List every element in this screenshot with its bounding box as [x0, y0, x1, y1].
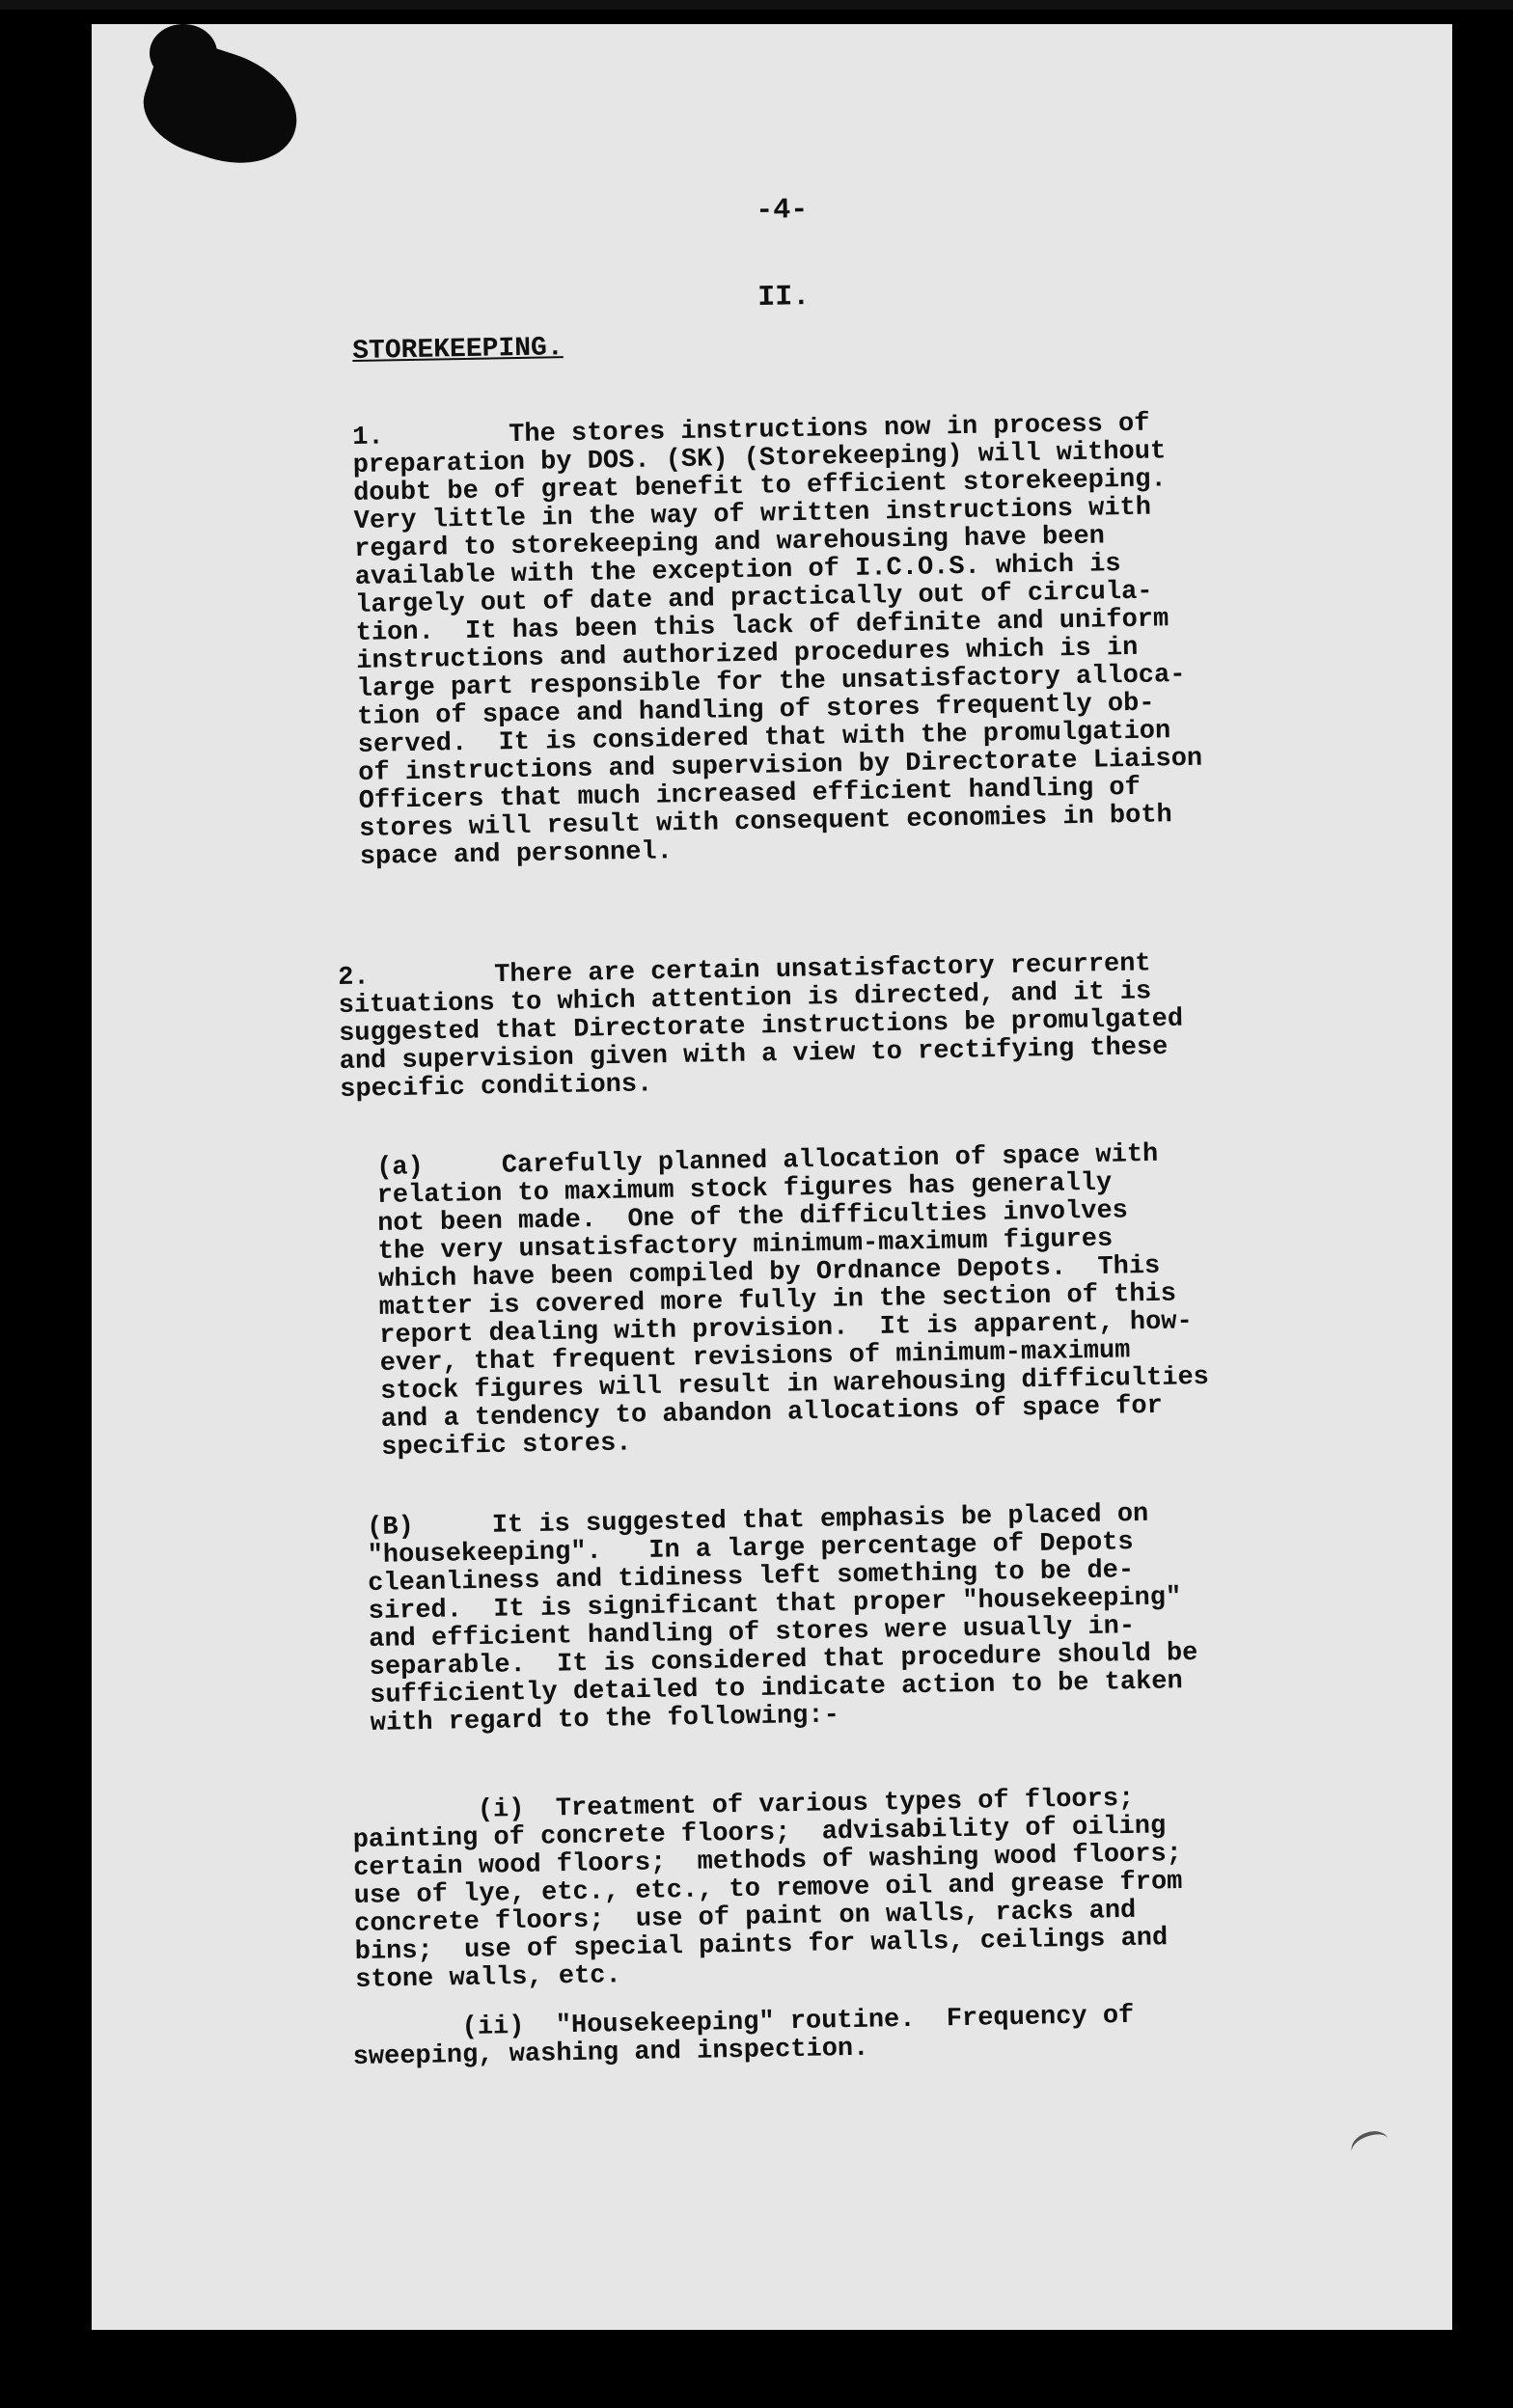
item-ii: (ii) "Housekeeping" routine. Frequency of sweeping, washing and inspection.: [351, 2001, 1135, 2072]
subparagraph-a: (a) Carefully planned allocation of space with relation to maximum stock figures has generally not been made. One of the difficulties involves the very unsatisfactory minimum-maximum figures which have been compiled by Ordnance Depots. This matter is covered more fully in the section of this report dealing with provision. It is apparent, how- ever, that frequent revisions of minimum-maximum stock figures will result in warehousing difficulties and a tendency to abandon allocations of space for specific stores.: [375, 1139, 1210, 1463]
section-numeral: II.: [756, 281, 811, 315]
scan-border-top: [0, 0, 1513, 10]
page-number: -4-: [755, 194, 809, 228]
paragraph-2: 2. There are certain unsatisfactory recurrent situations to which attention is directed, and it is suggested that Directorate instructions be promulgated and supervision given with a view to rectifying these specific conditions.: [337, 949, 1184, 1105]
subparagraph-b: (B) It is suggested that emphasis be placed on "housekeeping". In a large percentage of Depots cleanliness and tidiness left something to be de- sired. It is significant that proper "housekeeping" and efficient handling of stores were usually in- separable. It is considered that procedure should be sufficiently detailed to indicate action to be taken with regard to the following:-: [366, 1499, 1198, 1738]
pencil-mark: [1347, 2126, 1392, 2165]
section-heading: STOREKEEPING.: [351, 333, 564, 367]
paragraph-1: 1. The stores instructions now in process of preparation by DOS. (SK) (Storekeeping) will without doubt be of great benefit to efficient storekeeping. Very little in the way of written instructions with regard to storekeeping and warehousing have been available with the exception of I.C.O.S. which is largely out of date and practically out of circula- tion. It has been this lack of definite and uniform instructions and authorized procedures which is in large part responsible for the unsatisfactory alloca- tion of space and handling of stores frequently ob- served. It is considered that with the promulgation of instructions and supervision by Directorate Liaison Officers that much increased efficient handling of stores will result with consequent economies in both space and personnel.: [351, 409, 1203, 872]
ink-blot-small: [150, 24, 217, 82]
item-i: (i) Treatment of various types of floors; painting of concrete floors; advisability of oiling certain wood floors; methods of washing wood floors; use of lye, etc., etc., to remove oil and grease from concrete floors; use of paint on walls, racks and bins; use of special paints for walls, ceilings and stone walls, etc.: [351, 1784, 1183, 1995]
document-page: [92, 24, 1452, 2330]
